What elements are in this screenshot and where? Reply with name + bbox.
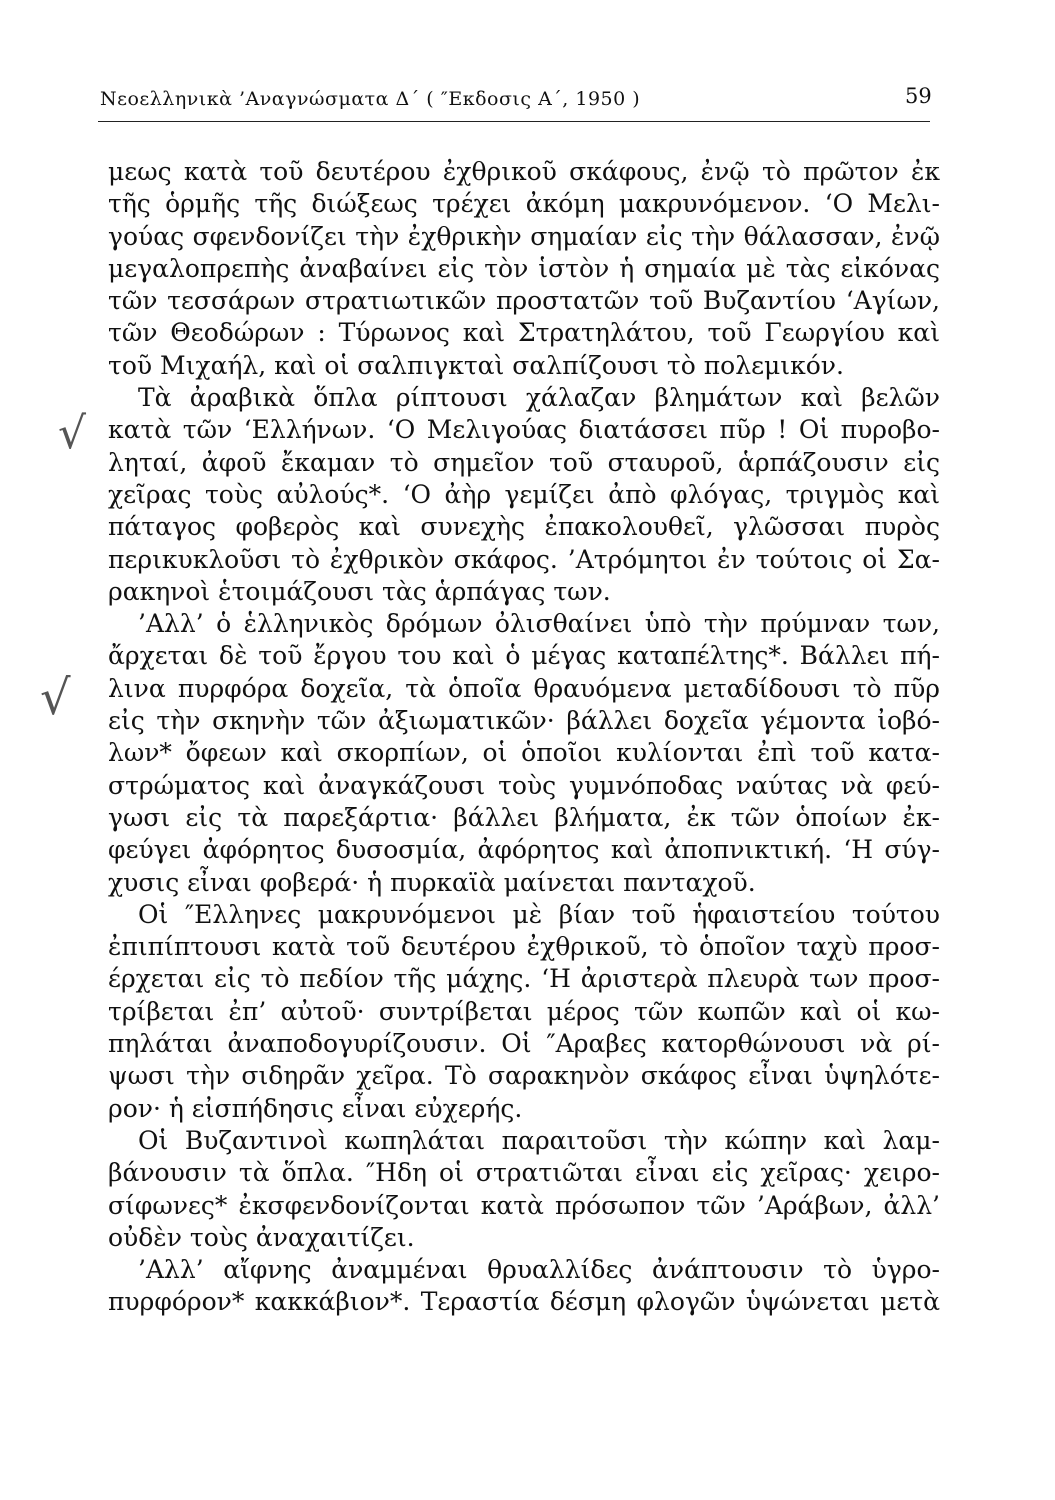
running-head: Νεοελληνικὰ ’Αναγνώσματα Δ΄ ( ″Εκδοσις Α΄, 1950 ) (100, 88, 641, 110)
text-line: ἐπιπίπτουσι κατὰ τοῦ δευτέρου ἐχθρικοῦ, τὸ ὁποῖον ταχὺ προσ- (108, 932, 940, 962)
text-line: ληταί, ἀφοῦ ἔκαμαν τὸ σημεῖον τοῦ σταυροῦ, ἁρπάζουσιν εἰς (108, 447, 940, 477)
margin-check-mark: √ (58, 408, 87, 459)
text-line: τοῦ Μιχαήλ, καὶ οἱ σαλπιγκταὶ σαλπίζουσι τὸ πολεμικόν. (108, 350, 844, 380)
text-line: χυσις εἶναι φοβερά· ἡ πυρκαϊὰ μαίνεται πανταχοῦ. (108, 867, 756, 897)
text-line: τῶν τεσσάρων στρατιωτικῶν προστατῶν τοῦ Βυζαντίου ‘Αγίων, (108, 286, 940, 316)
text-line: πηλάται ἀναποδογυρίζουσιν. Οἱ ″Αραβες κατορθώνουσι νὰ ρί- (108, 1029, 940, 1059)
text-line: σίφωνες* ἐκσφενδονίζονται κατὰ πρόσωπον τῶν ’Αράβων, ἀλλ’ (108, 1190, 940, 1220)
text-line: τῶν Θεοδώρων : Τύρωνος καὶ Στρατηλάτου, τοῦ Γεωργίου καὶ (108, 318, 940, 348)
text-line: πυρφόρον* κακκάβιον*. Τεραστία δέσμη φλογῶν ὑψώνεται μετὰ (108, 1287, 940, 1317)
text-line: λινα πυρφόρα δοχεῖα, τὰ ὁποῖα θραυόμενα μεταδίδουσι τὸ πῦρ (108, 673, 940, 703)
header-rule (98, 121, 930, 122)
text-line: έρχεται εἰς τὸ πεδίον τῆς μάχης. ‘Η ἀριστερὰ πλευρὰ των προσ- (108, 964, 940, 994)
text-line: εἰς τὴν σκηνὴν τῶν ἀξιωματικῶν· βάλλει δοχεῖα γέμοντα ἰοβό- (108, 706, 940, 736)
text-line: πάταγος φοβερὸς καὶ συνεχὴς ἐπακολουθεῖ, γλῶσσαι πυρὸς (108, 512, 940, 542)
text-line: Οἱ ″Ελληνες μακρυνόμενοι μὲ βίαν τοῦ ἡφαιστείου τούτου (138, 899, 940, 929)
body-text (108, 156, 940, 1319)
text-line: χεῖρας τοὺς αὐλούς*. ‘Ο ἀὴρ γεμίζει ἀπὸ φλόγας, τριγμὸς καὶ (108, 479, 940, 509)
text-line: τῆς ὁρμῆς τῆς διώξεως τρέχει ἀκόμη μακρυνόμενον. ‘Ο Μελι- (108, 189, 940, 219)
text-line: τρίβεται ἐπ’ αὐτοῦ· συντρίβεται μέρος τῶν κωπῶν καὶ οἱ κω- (108, 996, 940, 1026)
text-line: μεως κατὰ τοῦ δευτέρου ἐχθρικοῦ σκάφους, ἐνῷ τὸ πρῶτον ἐκ (108, 157, 940, 186)
text-line: ’Αλλ’ ὁ ἑλληνικὸς δρόμων ὀλισθαίνει ὑπὸ τὴν πρύμναν των, (138, 609, 940, 639)
text-line: μεγαλοπρεπὴς ἀναβαίνει εἰς τὸν ἱστὸν ἡ σημαία μὲ τὰς εἰκόνας (108, 253, 940, 283)
text-line: στρώματος καὶ ἀναγκάζουσι τοὺς γυμνόποδας ναύτας νὰ φεύ- (108, 770, 940, 800)
text-line: ψωσι τὴν σιδηρᾶν χεῖρα. Τὸ σαρακηνὸν σκάφος εἶναι ὑψηλότε- (108, 1061, 940, 1091)
text-line: γούας σφενδονίζει τὴν ἐχθρικὴν σημαίαν εἰς τὴν θάλασσαν, ἐνῷ (108, 221, 940, 251)
text-line: βάνουσιν τὰ ὅπλα. ″Ηδη οἱ στρατιῶται εἶναι εἰς χεῖρας· χειρο- (108, 1158, 940, 1188)
text-line: ’Αλλ’ αἴφνης ἀναμμέναι θρυαλλίδες ἀνάπτουσιν τὸ ὑγρο- (138, 1255, 940, 1285)
text-line: κατὰ τῶν ‘Ελλήνων. ‘Ο Μελιγούας διατάσσει πῦρ ! Οἱ πυροβο- (108, 415, 940, 445)
margin-check-mark: √ (40, 670, 71, 726)
text-line: γωσι εἰς τὰ παρεξάρτια· βάλλει βλήματα, ἐκ τῶν ὁποίων ἐκ- (108, 802, 940, 832)
page-number: 59 (905, 84, 932, 108)
text-line: Οἱ Βυζαντινοὶ κωπηλάται παραιτοῦσι τὴν κώπην καὶ λαμ- (138, 1125, 940, 1155)
text-line: ρακηνοὶ ἑτοιμάζουσι τὰς ἁρπάγας των. (108, 576, 611, 606)
text-line: ρον· ἡ εἰσπήδησις εἶναι εὐχερής. (108, 1093, 523, 1123)
text-line: λων* ὄφεων καὶ σκορπίων, οἱ ὁποῖοι κυλίονται ἐπὶ τοῦ κατα- (108, 738, 940, 768)
text-line: Τὰ ἀραβικὰ ὅπλα ρίπτουσι χάλαζαν βλημάτων καὶ βελῶν (138, 383, 940, 413)
text-line: περικυκλοῦσι τὸ ἐχθρικὸν σκάφος. ’Ατρόμητοι ἐν τούτοις οἱ Σα- (108, 544, 940, 574)
text-line: οὐδὲν τοὺς ἀναχαιτίζει. (108, 1222, 415, 1252)
text-line: φεύγει ἀφόρητος δυσοσμία, ἀφόρητος καὶ ἀποπνικτική. ‘Η σύγ- (108, 835, 940, 865)
text-line: ἄρχεται δὲ τοῦ ἔργου του καὶ ὁ μέγας καταπέλτης*. Βάλλει πή- (108, 641, 940, 671)
